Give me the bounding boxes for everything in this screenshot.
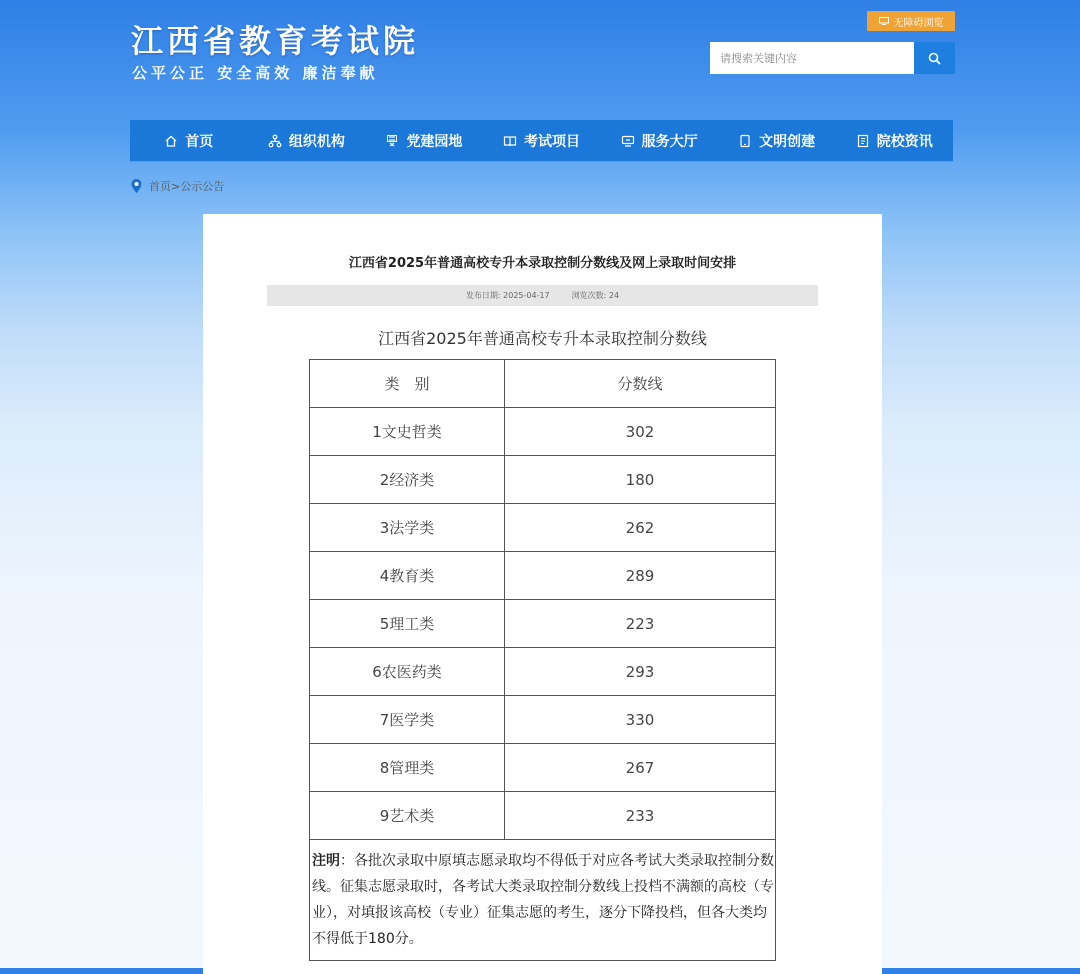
- category-cell: 7医学类: [310, 696, 505, 744]
- publish-date-label: 发布日期:: [465, 291, 501, 300]
- category-cell: 1文史哲类: [310, 408, 505, 456]
- publish-date-meta: [466, 290, 550, 301]
- table-row: [310, 504, 776, 552]
- score-cell: 233: [505, 792, 776, 840]
- publish-date-value: 2025-04-17: [503, 291, 550, 300]
- views-meta: [572, 290, 619, 301]
- nav-item-exams[interactable]: [483, 120, 601, 161]
- org-chart-icon: [268, 134, 282, 148]
- category-cell: 3法学类: [310, 504, 505, 552]
- nav-item-label: 服务大厅: [641, 133, 698, 150]
- nav-item-label: 首页: [185, 133, 214, 150]
- score-cell: 302: [505, 408, 776, 456]
- nav-item-label: 组织机构: [288, 133, 345, 150]
- views-value: 24: [608, 291, 620, 300]
- table-row: [310, 792, 776, 840]
- article-meta-bar: [267, 285, 818, 306]
- book-icon: [503, 134, 517, 148]
- table-row: [310, 744, 776, 792]
- nav-item-news[interactable]: [835, 120, 953, 161]
- table-row: [310, 600, 776, 648]
- category-cell: 6农医药类: [310, 648, 505, 696]
- nav-item-civilization[interactable]: [718, 120, 836, 161]
- tablet-icon: [738, 134, 752, 148]
- breadcrumb-home-link[interactable]: 首页: [149, 180, 171, 193]
- table-caption: 江西省2025年普通高校专升本录取控制分数线: [378, 329, 707, 348]
- note-row: [310, 840, 776, 961]
- score-cell: 180: [505, 456, 776, 504]
- views-label: 浏览次数:: [571, 291, 607, 300]
- column-header-score: 分数线: [505, 360, 776, 408]
- article-title: 江西省2025年普通高校专升本录取控制分数线及网上录取时间安排: [348, 256, 737, 271]
- score-cell: 262: [505, 504, 776, 552]
- score-cell: 293: [505, 648, 776, 696]
- accessibility-label: 无障碍浏览: [893, 17, 944, 29]
- score-cell: 330: [505, 696, 776, 744]
- nav-item-service[interactable]: [600, 120, 718, 161]
- site-title: 江西省教育考试院: [131, 22, 420, 60]
- category-cell: 4教育类: [310, 552, 505, 600]
- main-nav: [130, 120, 953, 161]
- note-cell: [310, 840, 776, 961]
- party-icon: [385, 134, 399, 148]
- news-icon: [856, 134, 870, 148]
- nav-item-label: 院校资讯: [876, 133, 933, 150]
- category-cell: 2经济类: [310, 456, 505, 504]
- table-row: [310, 408, 776, 456]
- search-input[interactable]: [710, 42, 914, 74]
- category-cell: 8管理类: [310, 744, 505, 792]
- site-slogan: 公平公正 安全高效 廉洁奉献: [132, 64, 379, 82]
- breadcrumb-current-link[interactable]: 公示公告: [180, 180, 225, 193]
- table-row: [310, 696, 776, 744]
- score-cell: 267: [505, 744, 776, 792]
- note-label: 注明: [312, 853, 340, 869]
- column-header-category: 类 别: [310, 360, 505, 408]
- note-text: ：各批次录取中原填志愿录取均不得低于对应各考试大类录取控制分数线。征集志愿录取时，各考试大类录取控制分数线上投档不满额的高校（专业），对填报该高校（专业）征集志愿的考生，逐分下降投档，但各大类均不得低于180分。: [312, 853, 774, 947]
- monitor-icon: [879, 17, 889, 25]
- table-row: [310, 552, 776, 600]
- location-pin-icon: [130, 178, 143, 194]
- article-panel: [203, 214, 882, 974]
- nav-item-label: 文明创建: [759, 133, 816, 150]
- breadcrumb-separator: >: [171, 180, 181, 193]
- breadcrumb: [130, 178, 224, 194]
- table-row: [310, 648, 776, 696]
- table-row: [310, 456, 776, 504]
- nav-item-organization[interactable]: [248, 120, 366, 161]
- nav-item-label: 考试项目: [524, 133, 581, 150]
- search-button[interactable]: [914, 42, 955, 74]
- search-icon: [928, 52, 941, 65]
- score-cell: 289: [505, 552, 776, 600]
- search-box: [710, 42, 955, 74]
- table-header-row: [310, 360, 776, 408]
- score-table: [309, 359, 776, 961]
- nav-item-label: 党建园地: [406, 133, 463, 150]
- nav-item-home[interactable]: [130, 120, 248, 161]
- site-header: [0, 0, 1080, 120]
- nav-item-party[interactable]: [365, 120, 483, 161]
- category-cell: 9艺术类: [310, 792, 505, 840]
- service-icon: [621, 134, 635, 148]
- category-cell: 5理工类: [310, 600, 505, 648]
- home-icon: [164, 134, 178, 148]
- accessibility-button[interactable]: [867, 11, 955, 31]
- score-cell: 223: [505, 600, 776, 648]
